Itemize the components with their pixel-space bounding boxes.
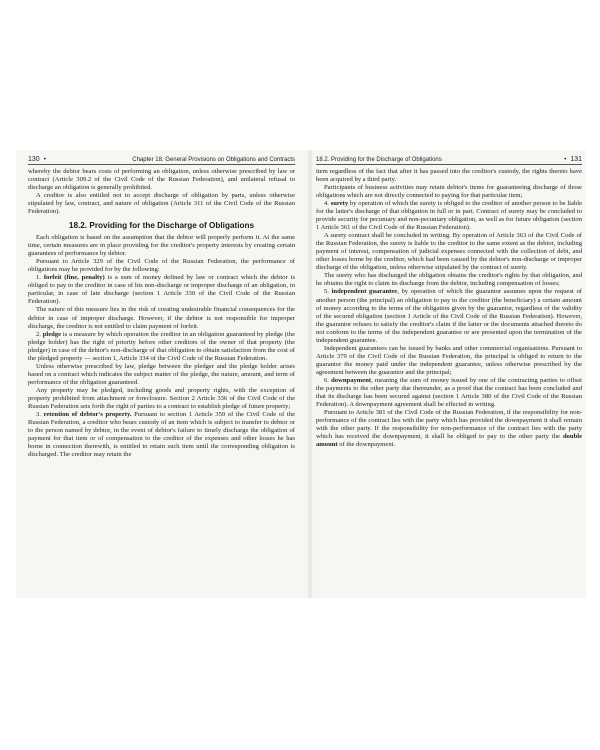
term-downpayment: downpayment [331,376,372,384]
book-spread [16,150,586,598]
paragraph: Participants of business activities may retain debtor's items for guaranteeing discharge of those obligations which are not directly connected to paying for that particular item; [316,184,582,200]
left-header-title: Chapter 18. General Provisions on Obligations and Contracts [132,157,295,163]
term-pledge: pledge [42,330,62,338]
right-page-body [316,168,582,449]
list-item-guarantee: 5. independent guarantee, by operation of which the guarantor assumes upon the request of another person (the principal) an obligation to pay to the creditor (the beneficiary) a certain amount of money according to the terms of the obligation given by the guarantor, regardless of the validity of the secured obligation (section 1 Article of the Civil Code of the Russian Federation). However, the guarantor refuses to satisfy the creditor's claim if the latter or the documents attached thereto do not conform to the terms of the independent guarantee or are presented upon the termination of the independent guarantee. [316,288,582,344]
paragraph: A creditor is also entitled not to accept discharge of obligation by parts, unless otherwise stipulated by law, contract, and nature of obligation (Article 311 of the Civil Code of the Russian Federation). [28,192,295,216]
paragraph: whereby the debtor bears costs of performing an obligation, unless otherwise prescribed by law or contract (Article 309.2 of the Civil Code of the Russian Federation), and unilateral refusal to discharge an obligation is generally prohibited. [28,168,295,192]
section-title: 18.2. Providing for the Discharge of Obligations [68,221,255,231]
paragraph: Pursuant to Article 329 of the Civil Code of the Russian Federation, the performance of obligations may be provided for by the following: [28,258,295,274]
book-gutter [307,150,313,598]
right-running-header: 18.2. Providing for the Discharge of Obligations • 131 [316,156,582,163]
right-header-title: 18.2. Providing for the Discharge of Obligations [316,157,442,163]
list-item-downpayment: 6. downpayment, meaning the sum of money issued by one of the contracting parties to offset the payments to the other party due thereunder, as a proof that the contract has been concluded and that its discharge has been secured against (section 1 Article 380 of the Civil Code of the Russian Federation). A downpayment agreement shall be effected in writing. [316,376,582,408]
term-surety: surety [330,200,349,208]
term-forfeit: forfeit (fine, penalty) [43,274,105,282]
left-page-body [28,168,295,459]
list-item-retention: 3. retention of debtor's property. Pursuant to section 1 Article 359 of the Civil Code of the Russian Federation, a creditor who bears custody of an item which is subject to transfer to debtor or to the person named by debtor, in the event of debtor's failure to timely discharge the obligation of payment for that item or of compensation to the creditor of the expenses and other losses he has borne in connection therewith, is entitled to retain such item until the corresponding obligation is discharged. The creditor may retain the [28,410,295,459]
term-retention: retention of debtor's property. [43,410,132,418]
paragraph: Independent guarantees can be issued by banks and other commercial organisations. Pursuant to Article 379 of the Civil Code of the Russian Federation, the principal is obliged to return to the guarantor the money paid under the independent guarantee, unless otherwise prescribed by the agreement between the guarantor and the principal; [316,344,582,376]
right-page [316,156,582,449]
list-item-surety: 4. surety by operation of which the surety is obliged to the creditor of another person to be liable for the latter's discharge of that obligation in full or in part. Contract of surety may be concluded to provide security for pecuniary and non-pecuniary obligation, as well as for future obligation (section 1 Article 361 of the Civil Code of the Russian Federation). [316,200,582,232]
paragraph: A surety contract shall be concluded in writing. By operation of Article 363 of the Civil Code of the Russian Federation, the surety is liable to the creditor to the same extent as the debtor, including payment of interest, compensation of judicial expenses connected with the collection of debt, and other losses borne by the creditor, which had been caused by the debtor's non-discharge or improper discharge of the obligation, unless otherwise stipulated by the contract of surety. [316,232,582,272]
list-item-pledge: 2. pledge is a measure by which operation the creditor in an obligation guaranteed by pledge (the pledge holder) has the right of priority before other creditors of the owner of that property (the pledger) in case of the debtor's non-discharge of that obligation to obtain satisfaction from the cost of the pledged property — section 1, Article 334 of the Civil Code of the Russian Federation. [28,330,295,362]
paragraph: Pursuant to Article 381 of the Civil Code of the Russian Federation, if the responsibility for non-performance of the contract lies with the party which has provided the downpayment it shall remain with the other party. If the responsibility for non-performance of the contract lies with the party which has received the downpayment, it shall be obliged to pay to the other party the double amount of the downpayment. [316,408,582,449]
page-number-right: 131 [570,156,582,163]
paragraph: Any property may be pledged, including goods and property rights, with the exception of property prohibited from attachment or foreclosure. Section 2 Article 336 of the Civil Code of the Russian Federation sets forth the right of parties to a contract to establish pledge of future property; [28,386,295,410]
term-guarantee: independent guarantee [331,288,398,296]
emphasis-double-amount: double amount [316,433,582,449]
paragraph: The surety who has discharged the obligation obtains the creditor's rights by that obligation, and he obtains the right to claim its discharge from the debtor, including compensation of losses; [316,272,582,288]
left-running-header: 130 • Chapter 18. General Provisions on Obligations and Contracts [28,156,295,163]
paragraph: Unless otherwise prescribed by law, pledge between the pledger and the pledge holder arises based on a contract which indicates the subject matter of the pledge, the nature, amount, and term of performance of the obligation guaranteed. [28,362,295,386]
paragraph: The nature of this measure lies in the risk of creating undesirable financial consequences for the debtor in case of improper discharge. However, if the debtor is not responsible for improper discharge, the creditor is not entitled to claim payment of forfeit. [28,306,295,330]
paragraph: Each obligation is based on the assumption that the debtor will properly perform it. At the same time, certain measures are in place providing for the creditor's property interests by creating certain guarantees of performance by debtor. [28,234,295,258]
left-page [28,156,295,459]
list-item-forfeit: 1. forfeit (fine, penalty) is a sum of money defined by law or contract which the debtor is obliged to pay to the creditor in case of his non-discharge or improper discharge of an obligation, in particular, in case of late discharge (section 1 Article 330 of the Civil Code of the Russian Federation). [28,274,296,306]
page-number-left: 130 [28,156,40,163]
paragraph: item regardless of the fact that after it has passed into the creditor's custody, the rights thereto have been acquired by a third party. [316,168,582,184]
